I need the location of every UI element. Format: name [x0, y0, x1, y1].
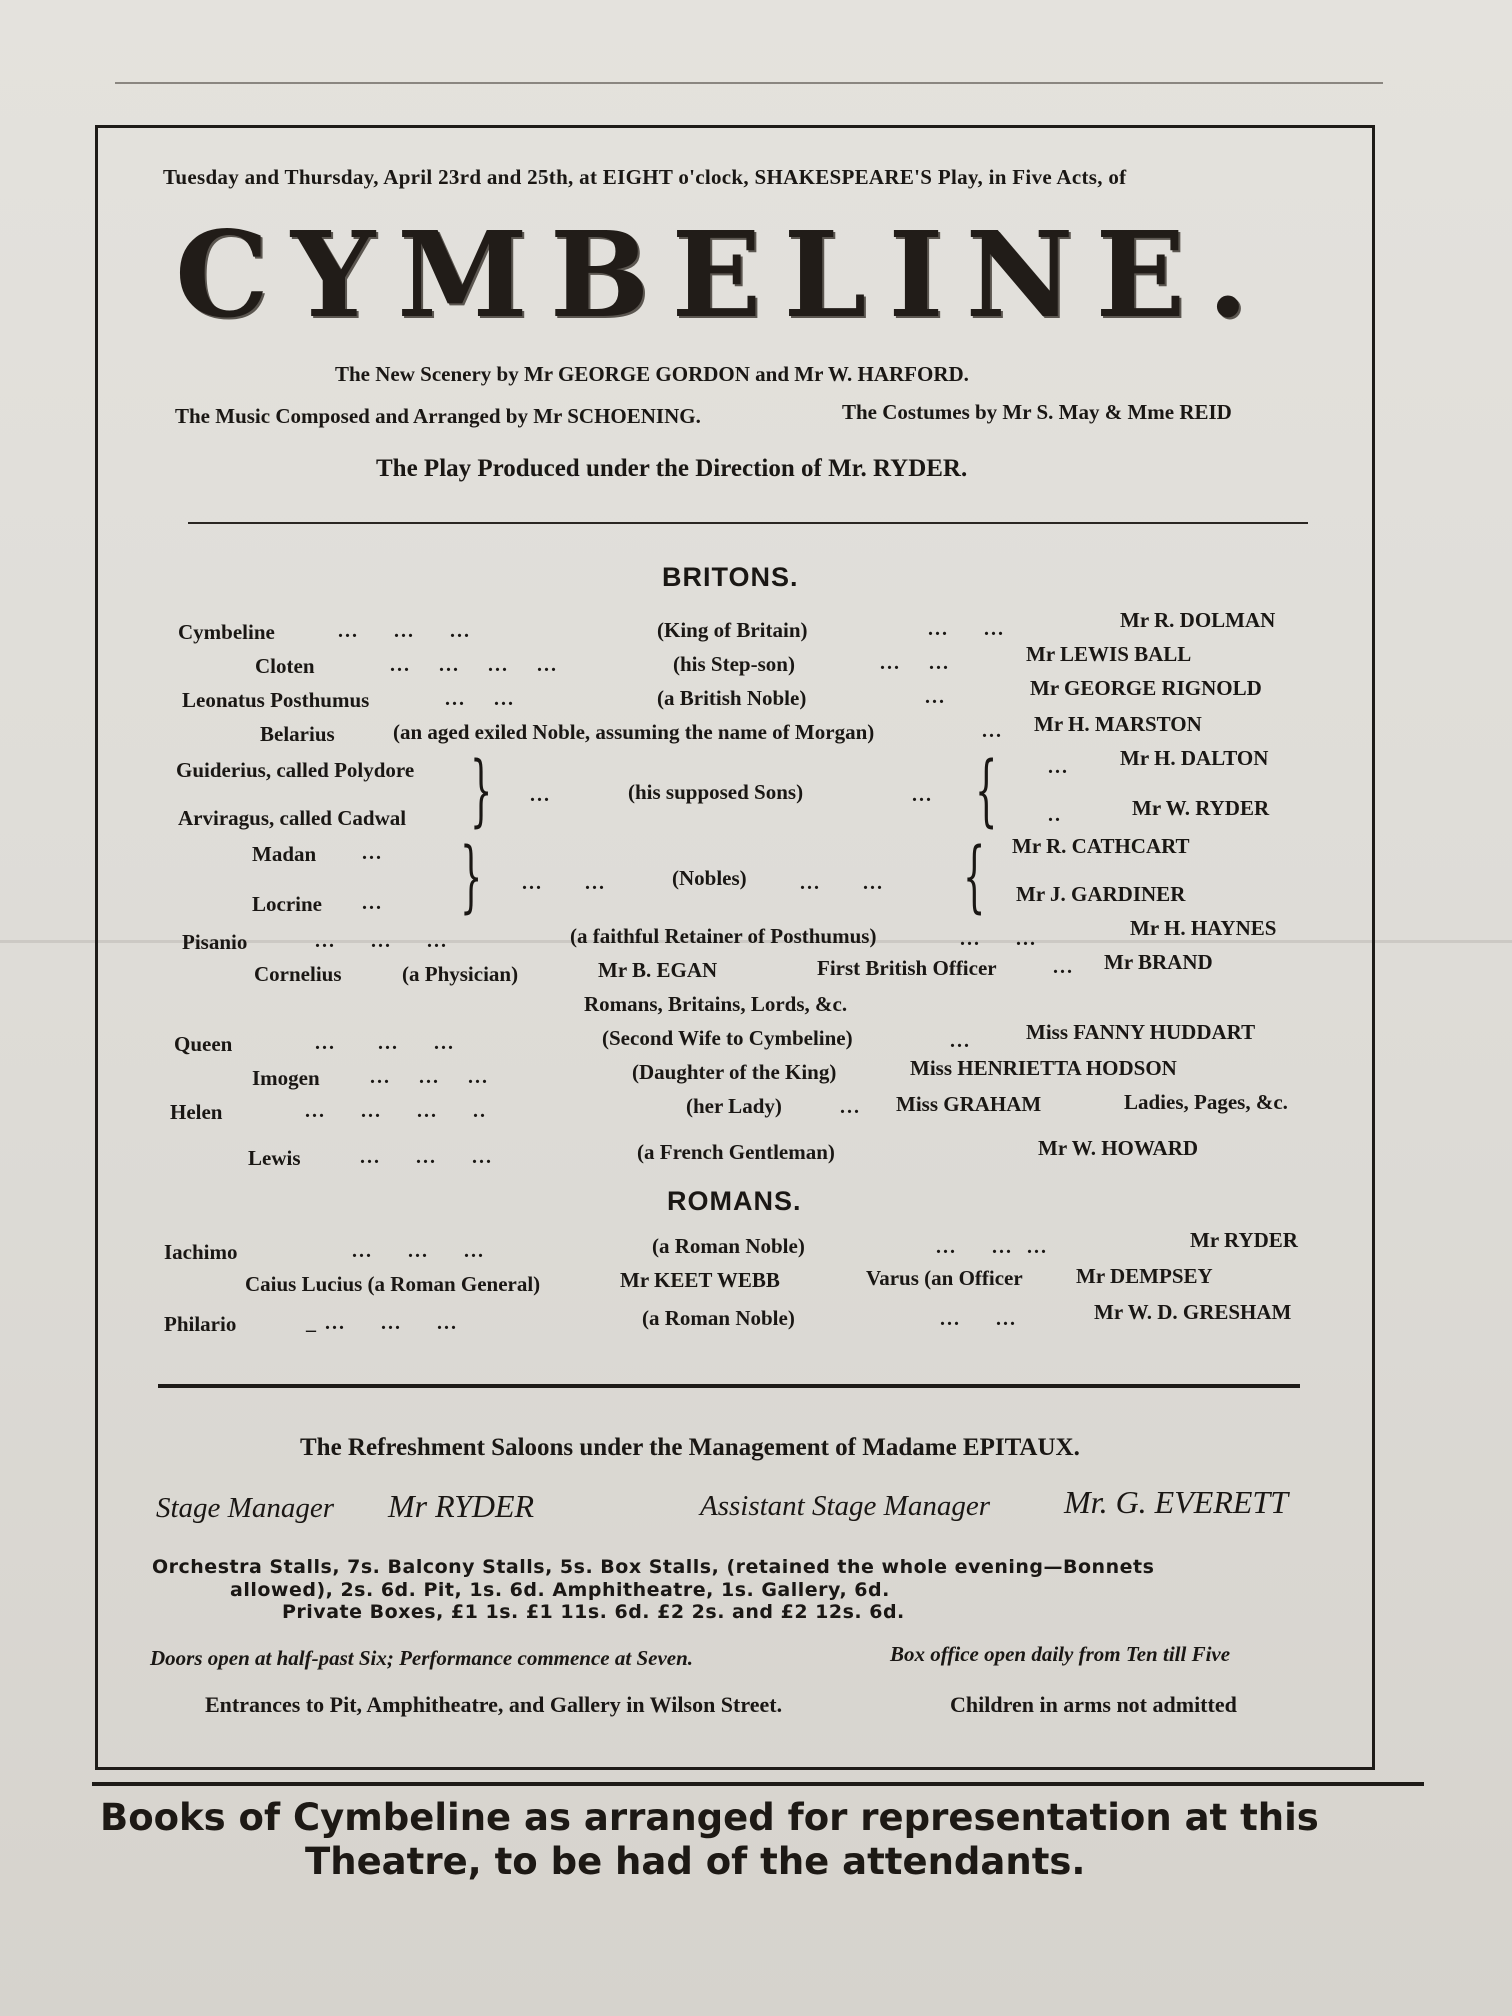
divider-rule — [158, 1384, 1300, 1388]
role-description: (Second Wife to Cymbeline) — [602, 1026, 853, 1050]
performance-heading: Tuesday and Thursday, April 23rd and 25th, at EIGHT o'clock, SHAKESPEARE'S Play, in Five Acts, of — [163, 165, 1127, 189]
right-brace: } — [470, 746, 493, 836]
role-name: Cymbeline — [178, 620, 275, 644]
actor-name: Mr R. CATHCART — [1012, 834, 1190, 858]
stage-manager-label: Stage Manager — [156, 1492, 334, 1524]
director-credit: The Play Produced under the Direction of Mr. RYDER. — [376, 455, 968, 482]
leader-dots: ... ... — [960, 928, 1037, 950]
role-name: Belarius — [260, 722, 335, 746]
role-name: Varus (an Officer — [866, 1266, 1023, 1290]
role-name: Lewis — [248, 1146, 301, 1170]
music-credit: The Music Composed and Arranged by Mr SCHOENING. — [175, 404, 701, 428]
role-description: (her Lady) — [686, 1094, 782, 1118]
role-description: (his Step-son) — [673, 652, 795, 676]
role-name: Caius Lucius (a Roman General) — [245, 1272, 541, 1296]
actor-name: Mr BRAND — [1104, 950, 1213, 974]
leader-dots: ... — [912, 784, 933, 806]
leader-dots: ... — [950, 1030, 971, 1052]
leader-dots: ... — [530, 784, 551, 806]
role-name: First British Officer — [817, 956, 997, 980]
leader-dots: ... — [362, 842, 383, 864]
role-name: Iachimo — [164, 1240, 238, 1264]
leader-dots: ... — [362, 892, 383, 914]
role-description: (a French Gentleman) — [637, 1140, 835, 1164]
role-description: (Nobles) — [672, 866, 747, 890]
role-name: Philario — [164, 1312, 237, 1336]
stage-manager-name: Mr RYDER — [388, 1488, 535, 1524]
doors-notice: Doors open at half-past Six; Performance commence at Seven. — [150, 1646, 694, 1670]
role-description: (a faithful Retainer of Posthumus) — [570, 924, 877, 948]
actor-name: Mr DEMPSEY — [1076, 1264, 1213, 1288]
leader-dots: ... ... — [445, 688, 515, 710]
box-office-notice: Box office open daily from Ten till Five — [890, 1642, 1231, 1666]
actor-name: Mr W. HOWARD — [1038, 1136, 1199, 1160]
supporting-roles: Romans, Britains, Lords, &c. — [584, 992, 848, 1016]
leader-dots: ... ... ... — [315, 1032, 455, 1054]
frame-outer-line — [115, 82, 1383, 84]
actor-name: Miss GRAHAM — [896, 1092, 1042, 1116]
actor-name: Mr LEWIS BALL — [1026, 642, 1192, 666]
actor-name: Miss FANNY HUDDART — [1026, 1020, 1256, 1044]
left-brace: { — [975, 746, 998, 836]
assistant-manager-name: Mr. G. EVERETT — [1064, 1484, 1288, 1520]
actor-name: Mr GEORGE RIGNOLD — [1030, 676, 1262, 700]
leader-dots: ... — [840, 1096, 861, 1118]
bottom-rule — [92, 1782, 1424, 1786]
prices-line: Private Boxes, £1 1s. £1 11s. 6d. £2 2s. and £2 12s. 6d. — [282, 1601, 905, 1623]
actor-name: Miss HENRIETTA HODSON — [910, 1056, 1177, 1080]
romans-heading: ROMANS. — [667, 1186, 802, 1216]
scenery-credit: The New Scenery by Mr GEORGE GORDON and Mr W. HARFORD. — [335, 362, 969, 386]
right-brace: } — [460, 832, 483, 922]
divider-rule — [188, 522, 1308, 524]
role-description: (a Physician) — [402, 962, 519, 986]
leader-dots: ... ... — [800, 872, 884, 894]
role-description: (King of Britain) — [657, 618, 808, 642]
role-description: (a Roman Noble) — [642, 1306, 795, 1330]
supporting-roles: Ladies, Pages, &c. — [1124, 1090, 1288, 1114]
entrances-notice: Entrances to Pit, Amphitheatre, and Gallery in Wilson Street. — [205, 1692, 783, 1717]
left-brace: { — [963, 832, 986, 922]
role-name: Helen — [170, 1100, 223, 1124]
leader-dots: ... ... ... — [315, 930, 448, 952]
role-description: (an aged exiled Noble, assuming the name of Morgan) — [393, 720, 875, 744]
leader-dots: ... — [1048, 756, 1069, 778]
role-name: Arviragus, called Cadwal — [178, 806, 407, 830]
role-name: Imogen — [252, 1066, 320, 1090]
leader-dots: ... — [1053, 956, 1074, 978]
leader-dots: ... ... — [928, 618, 1005, 640]
actor-name: Mr B. EGAN — [598, 958, 718, 982]
role-description: (a British Noble) — [657, 686, 807, 710]
leader-dots: ... ... ... ... — [390, 654, 558, 676]
leader-dots: ... — [982, 720, 1003, 742]
leader-dots: ... — [925, 686, 946, 708]
refreshment-notice: The Refreshment Saloons under the Management of Madame EPITAUX. — [300, 1434, 1080, 1461]
role-name: Cloten — [255, 654, 315, 678]
role-name: Guiderius, called Polydore — [176, 758, 415, 782]
prices-line: Orchestra Stalls, 7s. Balcony Stalls, 5s. Box Stalls, (retained the whole evening—Bonnets — [152, 1556, 1155, 1578]
leader-dots: ... ... ... — [338, 620, 471, 642]
britons-heading: BRITONS. — [662, 562, 799, 592]
actor-name: Mr KEET WEBB — [620, 1268, 780, 1292]
assistant-manager-label: Assistant Stage Manager — [700, 1490, 990, 1522]
actor-name: Mr H. MARSTON — [1034, 712, 1202, 736]
role-name: Cornelius — [254, 962, 342, 986]
leader-dots: _ ... ... ... — [306, 1312, 458, 1334]
actor-name: Mr RYDER — [1190, 1228, 1298, 1252]
role-name: Leonatus Posthumus — [182, 688, 370, 712]
actor-name: Mr W. D. GRESHAM — [1094, 1300, 1292, 1324]
leader-dots: ... ... ... — [936, 1236, 1048, 1258]
leader-dots: ... ... ... — [360, 1146, 493, 1168]
leader-dots: ... ... — [940, 1308, 1017, 1330]
role-name: Madan — [252, 842, 317, 866]
actor-name: Mr H. DALTON — [1120, 746, 1269, 770]
role-description: (Daughter of the King) — [632, 1060, 837, 1084]
leader-dots: ... ... — [880, 652, 950, 674]
leader-dots: ... ... ... — [370, 1066, 489, 1088]
role-name: Locrine — [252, 892, 322, 916]
role-description: (a Roman Noble) — [652, 1234, 805, 1258]
actor-name: Mr J. GARDINER — [1016, 882, 1186, 906]
leader-dots: ... ... ... — [352, 1240, 485, 1262]
actor-name: Mr R. DOLMAN — [1120, 608, 1276, 632]
leader-dots: .. — [1048, 804, 1062, 826]
leader-dots: ... ... — [522, 872, 606, 894]
books-notice-line: Books of Cymbeline as arranged for representation at this — [100, 1796, 1319, 1839]
costumes-credit: The Costumes by Mr S. May & Mme REID — [842, 400, 1232, 424]
role-description: (his supposed Sons) — [628, 780, 804, 804]
actor-name: Mr H. HAYNES — [1130, 916, 1277, 940]
prices-line: allowed), 2s. 6d. Pit, 1s. 6d. Amphitheatre, 1s. Gallery, 6d. — [230, 1579, 890, 1601]
actor-name: Mr W. RYDER — [1132, 796, 1270, 820]
books-notice-line: Theatre, to be had of the attendants. — [305, 1840, 1086, 1883]
leader-dots: ... ... ... .. — [305, 1100, 487, 1122]
role-name: Queen — [174, 1032, 233, 1056]
play-title: CYMBELINE. — [175, 205, 1271, 344]
role-name: Pisanio — [182, 930, 248, 954]
children-notice: Children in arms not admitted — [950, 1692, 1237, 1717]
